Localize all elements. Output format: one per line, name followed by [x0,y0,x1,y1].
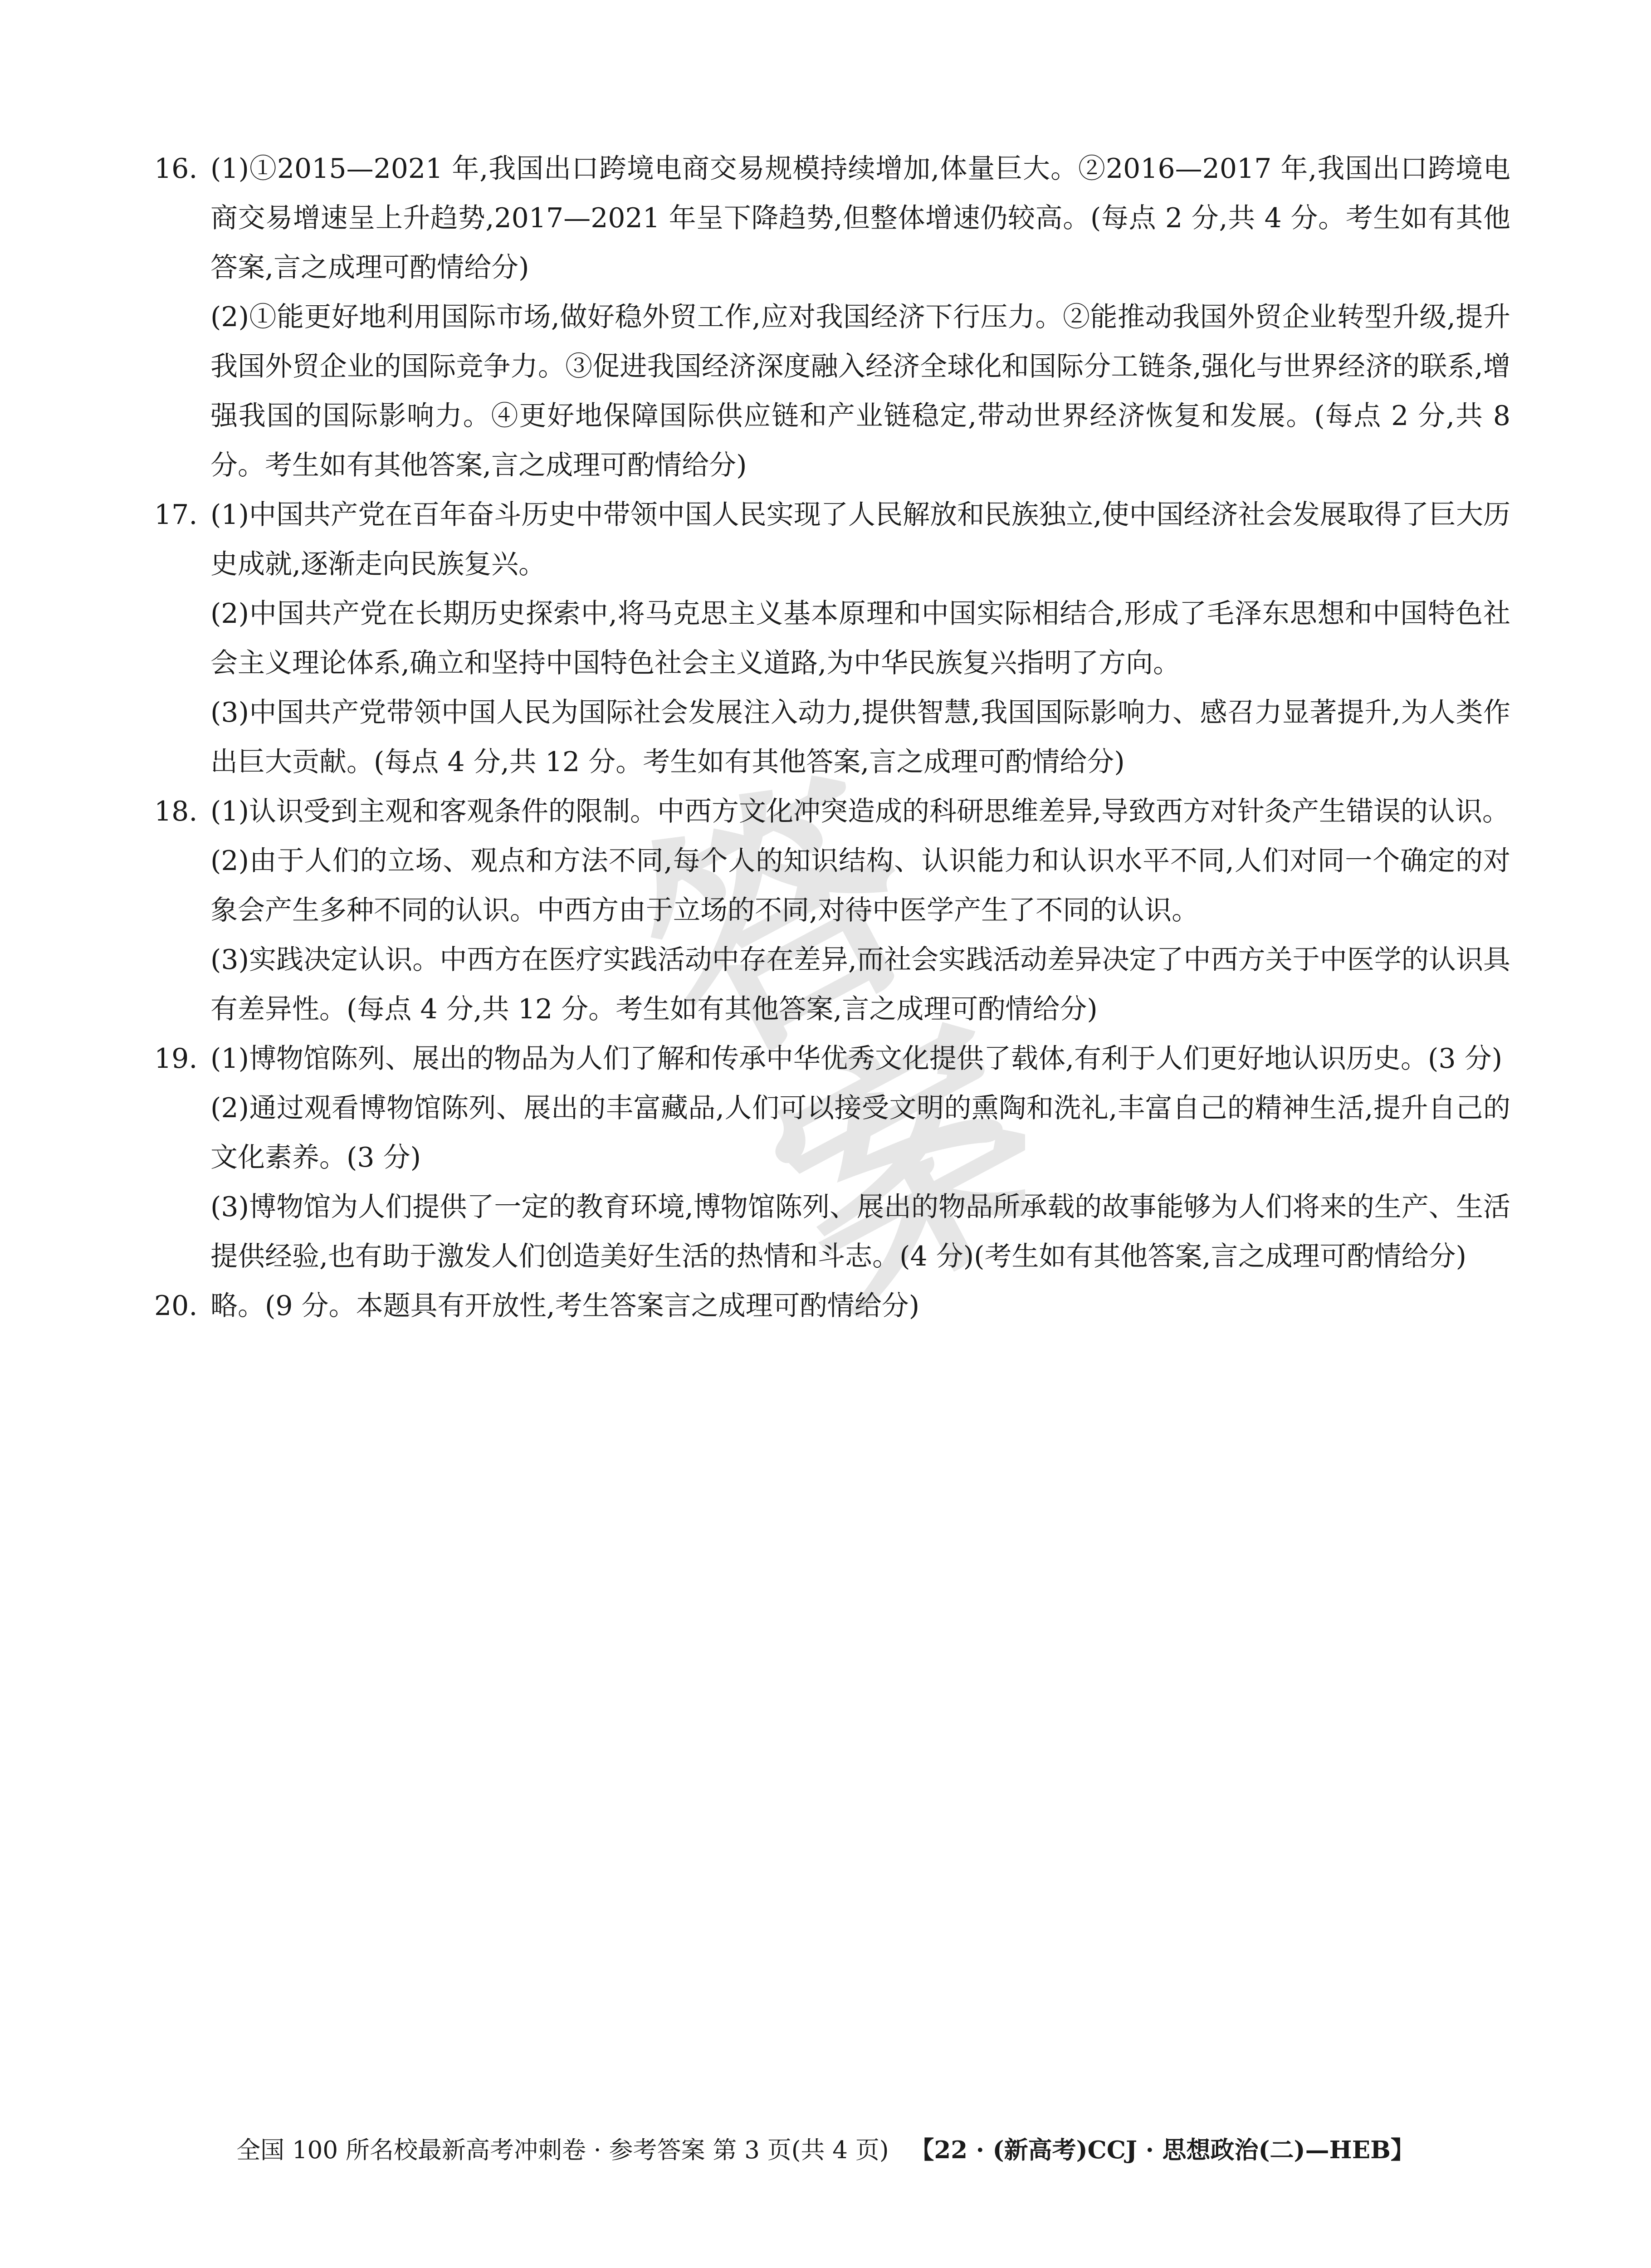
answer-paragraph: (3)实践决定认识。中西方在医疗实践活动中存在差异,而社会实践活动差异决定了中西方关于中医学的认识具有差异性。(每点 4 分,共 12 分。考生如有其他答案,言之成理可酌情给分) [210,944,1510,1025]
answer-paragraph: 略。(9 分。本题具有开放性,考生答案言之成理可酌情给分) [210,1290,920,1322]
answer-item [154,144,1510,490]
answer-paragraph: (2)中国共产党在长期历史探索中,将马克思主义基本原理和中国实际相结合,形成了毛泽东思想和中国特色社会主义理论体系,确立和坚持中国特色社会主义道路,为中华民族复兴指明了方向。 [210,598,1510,679]
answer-paragraph: (2)由于人们的立场、观点和方法不同,每个人的知识结构、认识能力和认识水平不同,人们对同一个确定的对象会产生多种不同的认识。中西方由于立场的不同,对待中医学产生了不同的认识。 [210,845,1510,926]
answer-paragraph: (1)认识受到主观和客观条件的限制。中西方文化冲突造成的科研思维差异,导致西方对针灸产生错误的认识。 [210,796,1510,827]
answer-number: 20. [154,1290,198,1322]
page-footer [0,2132,1651,2169]
answer-paragraph: (2)通过观看博物馆陈列、展出的丰富藏品,人们可以接受文明的熏陶和洗礼,丰富自己的精神生活,提升自己的文化素养。(3 分) [210,1092,1510,1173]
answer-number: 16. [154,153,198,185]
answer-paragraph: (1)博物馆陈列、展出的物品为人们了解和传承中华优秀文化提供了载体,有利于人们更好地认识历史。(3 分) [210,1043,1503,1075]
answer-item [154,787,1510,1034]
watermark-text: 答案 [572,740,1025,1376]
answer-number: 19. [154,1043,198,1075]
answer-paragraph: (1)中国共产党在百年奋斗历史中带领中国人民实现了人民解放和民族独立,使中国经济社会发展取得了巨大历史成就,逐渐走向民族复兴。 [210,499,1510,580]
answer-paragraph: (3)博物馆为人们提供了一定的教育环境,博物馆陈列、展出的物品所承载的故事能够为人们将来的生产、生活提供经验,也有助于激发人们创造美好生活的热情和斗志。(4 分)(考生如有其他答案,言之成理可酌情给分) [210,1191,1510,1272]
footer-source: 全国 100 所名校最新高考冲刺卷 · 参考答案 第 3 页(共 4 页) [236,2136,889,2164]
answer-number: 17. [154,499,198,531]
answer-item [154,1281,1510,1331]
answer-list [154,144,1510,1331]
answer-item [154,1034,1510,1281]
answer-paragraph: (1)①2015—2021 年,我国出口跨境电商交易规模持续增加,体量巨大。②2016—2017 年,我国出口跨境电商交易增速呈上升趋势,2017—2021 年呈下降趋势,但整体增速仍较高。(每点 2 分,共 4 分。考生如有其他答案,言之成理可酌情给分) [210,153,1510,284]
footer-code: 【22 · (新高考)CCJ · 思想政治(二)—HEB】 [910,2136,1415,2164]
answer-item [154,490,1510,787]
answer-number: 18. [154,796,198,827]
answer-paragraph: (2)①能更好地利用国际市场,做好稳外贸工作,应对我国经济下行压力。②能推动我国外贸企业转型升级,提升我国外贸企业的国际竞争力。③促进我国经济深度融入经济全球化和国际分工链条,强化与世界经济的联系,增强我国的国际影响力。④更好地保障国际供应链和产业链稳定,带动世界经济恢复和发展。(每点 2 分,共 8 分。考生如有其他答案,言之成理可酌情给分) [210,301,1510,481]
answer-paragraph: (3)中国共产党带领中国人民为国际社会发展注入动力,提供智慧,我国国际影响力、感召力显著提升,为人类作出巨大贡献。(每点 4 分,共 12 分。考生如有其他答案,言之成理可酌情给分) [210,697,1510,778]
